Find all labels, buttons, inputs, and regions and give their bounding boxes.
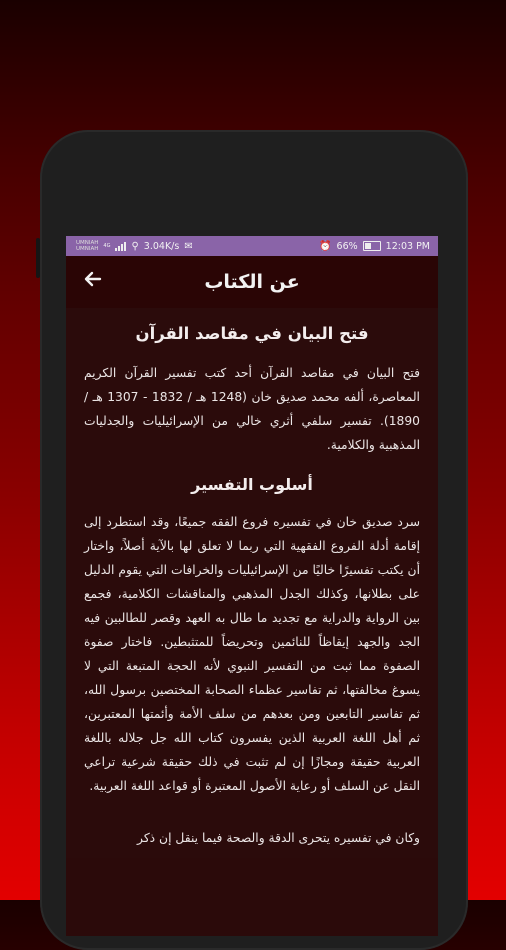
status-right xyxy=(319,241,430,252)
arrow-left-svg xyxy=(83,269,103,289)
status-left xyxy=(76,240,193,252)
next-paragraph: وكان في تفسيره يتحرى الدقة والصحة فيما ينقل إن ذكر xyxy=(137,831,420,845)
carrier-labels xyxy=(76,240,98,252)
phone-side-button xyxy=(36,238,40,278)
signal-icon xyxy=(115,242,126,251)
usb-icon: ⚲ xyxy=(131,240,139,252)
battery-icon xyxy=(363,241,381,251)
method-heading: أسلوب التفسير xyxy=(191,475,313,494)
status-bar xyxy=(66,236,438,256)
method-text: سرد صديق خان في تفسيره فروع الفقه جميعًا، وقد استطرد إلى إقامة أدلة الفروع الفقهية التي ربما لا تعلق لها بالآية أصلاً، واختار أن يكتب تفسيرًا خاليًا من الإسرائيليات والخرافات التي يقوم الدليل على بطلانها، وكذلك الجدل المذهبي والمناقشات الكلامية، فجمع بين الرواية والدراية مع تجديد ما طال به العهد وقصر للطالبين فيه الجد والجهد إيقاظاً للنائمين وتحريضاً للمتثبطين. فاختار صفوة الصفوة مما ثبت من التفسير النبوي لأنه الحجة المتبعة التي لا يسوغ مخالفتها، ثم تفاسير عظماء الصحابة المختصين برسول الله، ثم تفاسير التابعين ومن بعدهم من سلف الأمة وأئمتها المعتبرين، ثم أهل اللغة العربية الذين يفسرون كتاب الله جل جلاله باللغة العربية حقيقة ومجازًا إن لم تثبت في ذلك حقيقة شرعية تراعي النقل عن السلف أو رعاية الأصول المعتبرة أو قواعد اللغة العربية. xyxy=(84,515,420,793)
alarm-icon: ⏰ xyxy=(319,240,332,252)
app-bar xyxy=(66,256,438,308)
notification-icon: ✉ xyxy=(184,240,193,252)
carrier-2: UMNIAH xyxy=(76,246,99,252)
clock: 12:03 PM xyxy=(385,240,430,252)
screen xyxy=(66,236,438,936)
arrow-left-icon[interactable] xyxy=(80,269,106,295)
book-description: فتح البيان في مقاصد القرآن أحد كتب تفسير القرآن الكريم المعاصرة، ألفه محمد صديق خان (1248 هـ / 1832 - 1307 هـ / 1890). تفسير سلفي أثري خالي من الإسرائيليات والجدليات المذهبية والكلامية. xyxy=(84,366,420,452)
battery-percent: 66% xyxy=(336,240,358,252)
about-book-content xyxy=(66,308,438,858)
book-title: فتح البيان في مقاصد القرآن xyxy=(135,324,369,343)
network-speed: 3.04K/s xyxy=(143,240,180,252)
page-title: عن الكتاب xyxy=(204,271,300,293)
carrier-1: UMNIAH xyxy=(76,240,99,246)
network-type: 4G xyxy=(103,243,111,249)
